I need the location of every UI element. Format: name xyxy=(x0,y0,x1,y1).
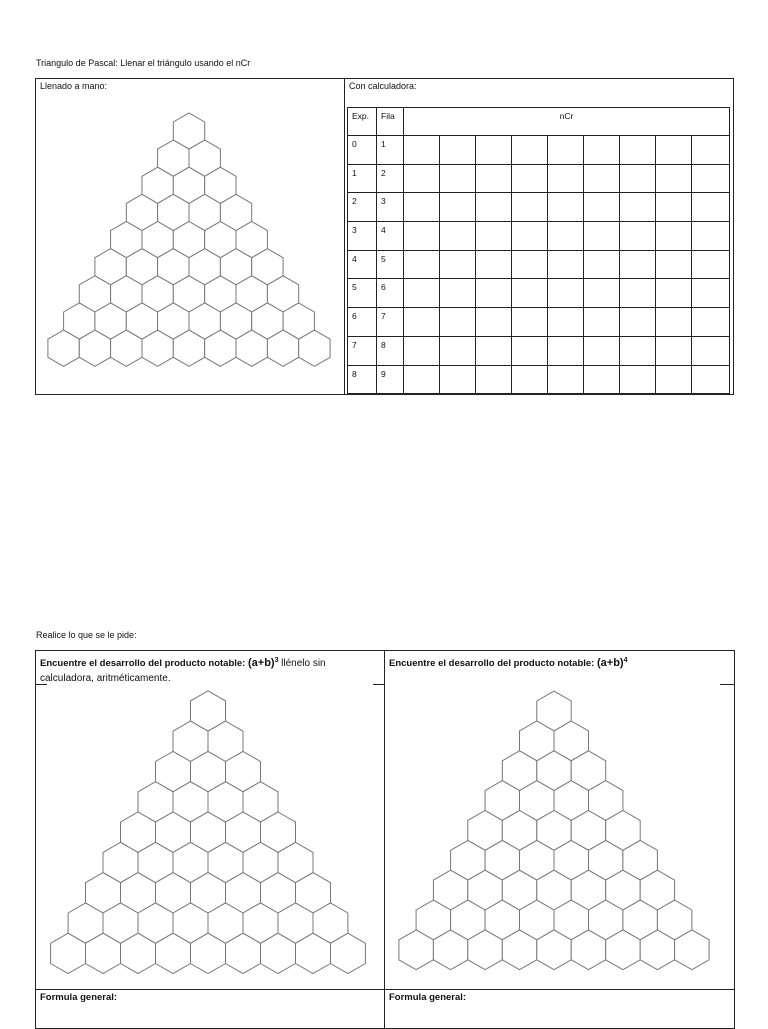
page-title: Triangulo de Pascal: Llenar el triángulo usando el nCr xyxy=(36,58,251,68)
cell-fila: 2 xyxy=(377,164,404,193)
cell-exp: 1 xyxy=(348,164,377,193)
calculator-label: Con calculadora: xyxy=(349,81,417,91)
prompt-bold: Encuentre el desarrollo del producto notable: xyxy=(40,658,246,670)
formula-left-label: Formula general: xyxy=(40,992,118,1003)
exponent: 4 xyxy=(623,657,628,664)
exponent: 3 xyxy=(274,657,279,664)
expression: (a+b) xyxy=(596,657,624,670)
cell-fila: 1 xyxy=(377,136,404,165)
cell-fila: 7 xyxy=(377,308,404,337)
cell-fila: 6 xyxy=(377,279,404,308)
header-exp: Exp. xyxy=(348,108,377,136)
cell-fila: 3 xyxy=(377,193,404,222)
header-ncr: nCr xyxy=(404,108,730,136)
cell-fila: 5 xyxy=(377,250,404,279)
cell-exp: 3 xyxy=(348,222,377,251)
instruction-text: Realice lo que se le pide: xyxy=(36,630,137,640)
expression: (a+b) xyxy=(247,657,275,670)
prompt-rest: llénelo sin xyxy=(281,658,326,670)
cell-fila: 9 xyxy=(377,365,404,394)
formula-right-label: Formula general: xyxy=(389,992,467,1003)
cell-exp: 5 xyxy=(348,279,377,308)
cell-exp: 4 xyxy=(348,250,377,279)
cell-exp: 8 xyxy=(348,365,377,394)
manual-fill-label: Llenado a mano: xyxy=(40,81,108,91)
cell-exp: 2 xyxy=(348,193,377,222)
cell-exp: 6 xyxy=(348,308,377,337)
cell-fila: 4 xyxy=(377,222,404,251)
cell-fila: 8 xyxy=(377,336,404,365)
cell-exp: 0 xyxy=(348,136,377,165)
cell-exp: 7 xyxy=(348,336,377,365)
prompt-bold: Encuentre el desarrollo del producto notable: xyxy=(389,658,595,670)
header-fila: Fila xyxy=(377,108,404,136)
prompt-rest-2: calculadora, aritméticamente. xyxy=(40,673,171,685)
